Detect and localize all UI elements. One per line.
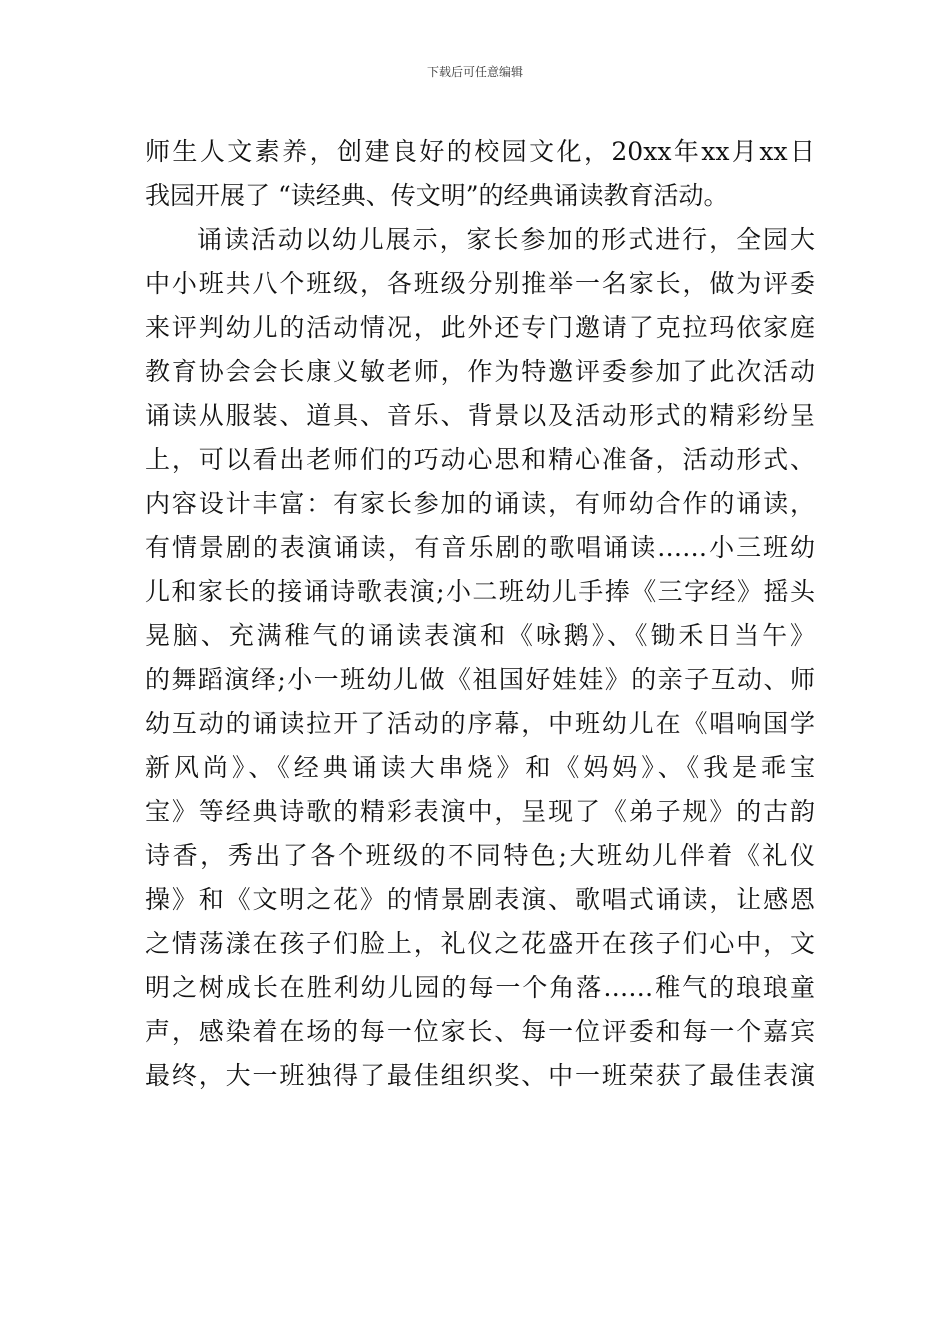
text-line: 上，可以看出老师们的巧动心思和精心准备，活动形式、 <box>145 445 815 474</box>
text-line: 我园开展了 “读经典、传文明”的经典诵读教育活动。 <box>145 181 729 210</box>
text-line: 诵读从服装、道具、音乐、背景以及活动形式的精彩纷呈 <box>145 401 815 430</box>
text-line: 师生人文素养，创建良好的校园文化，20xx年xx月xx日 <box>145 137 815 166</box>
text-line: 内容设计丰富：有家长参加的诵读，有师幼合作的诵读， <box>145 489 815 518</box>
text-line: 之情荡漾在孩子们脸上，礼仪之花盛开在孩子们心中，文 <box>145 929 815 958</box>
text-line: 最终，大一班独得了最佳组织奖、中一班荣获了最佳表演 <box>145 1061 815 1090</box>
text-line: 幼互动的诵读拉开了活动的序幕，中班幼儿在《唱响国学 <box>145 709 815 738</box>
text-line: 明之树成长在胜利幼儿园的每一个角落……稚气的琅琅童 <box>145 973 815 1002</box>
document-body <box>145 130 815 1098</box>
text-line: 晃脑、充满稚气的诵读表演和《咏鹅》、《锄禾日当午》 <box>145 621 815 650</box>
text-line: 宝》等经典诗歌的精彩表演中，呈现了《弟子规》的古韵 <box>145 797 815 826</box>
text-line: 来评判幼儿的活动情况，此外还专门邀请了克拉玛依家庭 <box>145 313 815 342</box>
text-line: 声，感染着在场的每一位家长、每一位评委和每一个嘉宾 <box>145 1017 815 1046</box>
text-line: 诗香，秀出了各个班级的不同特色;大班幼儿伴着《礼仪 <box>145 841 815 870</box>
text-line: 中小班共八个班级，各班级分别推举一名家长，做为评委 <box>145 269 815 298</box>
text-line: 的舞蹈演绎;小一班幼儿做《祖国好娃娃》的亲子互动、师 <box>145 665 815 694</box>
text-line: 新风尚》、《经典诵读大串烧》和《妈妈》、《我是乖宝 <box>145 753 815 782</box>
paragraph-first-line: 诵读活动以幼儿展示，家长参加的形式进行，全园大 <box>197 225 815 254</box>
page-header: 下载后可任意编辑 <box>426 65 523 79</box>
text-line: 操》和《文明之花》的情景剧表演、歌唱式诵读，让感恩 <box>145 885 815 914</box>
text-line: 有情景剧的表演诵读，有音乐剧的歌唱诵读……小三班幼 <box>145 533 815 562</box>
text-line: 教育协会会长康义敏老师，作为特邀评委参加了此次活动 <box>145 357 815 386</box>
text-line: 儿和家长的接诵诗歌表演;小二班幼儿手捧《三字经》摇头 <box>145 577 815 606</box>
